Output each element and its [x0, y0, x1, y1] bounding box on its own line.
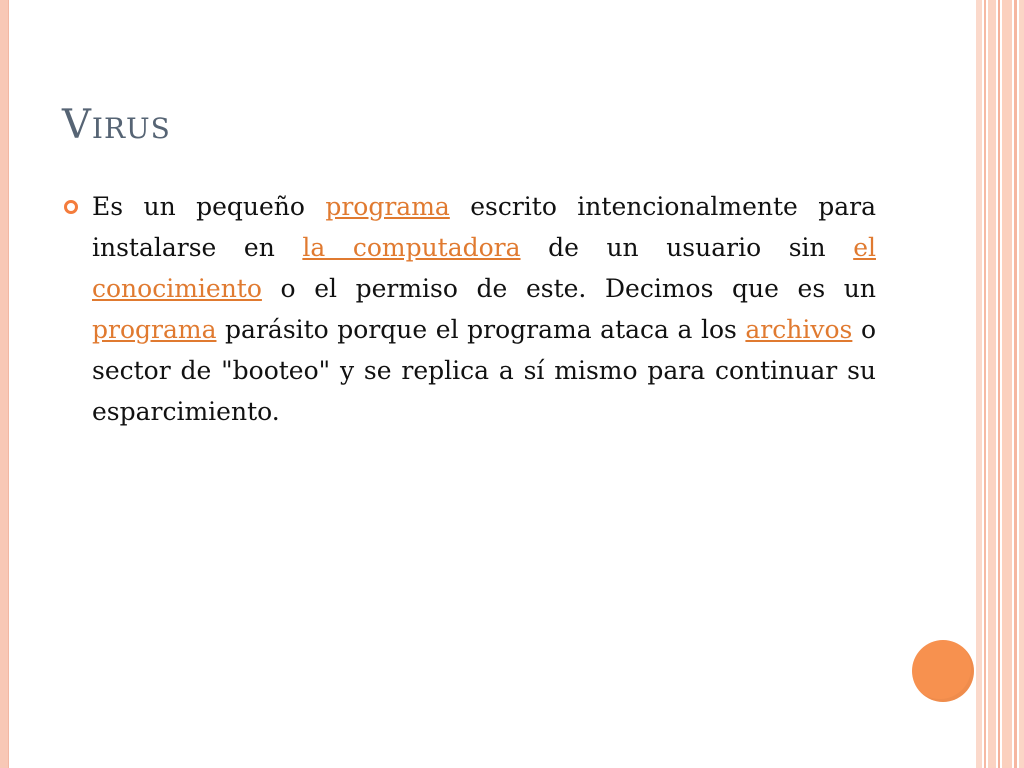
body-text-segment: o el permiso de este. Decimos que es un — [261, 274, 876, 303]
hyperlink-la-computadora[interactable]: la computadora — [302, 233, 521, 262]
hyperlink-archivos[interactable]: archivos — [745, 315, 853, 344]
body-text-segment: Es un pequeño — [92, 192, 326, 221]
slide-title: Virus — [62, 102, 171, 148]
hyperlink-el-conocimiento[interactable]: el conocimiento — [92, 233, 876, 303]
hyperlink-programa[interactable]: programa — [325, 192, 450, 221]
body-text-segment: de un usuario sin — [520, 233, 854, 262]
hyperlink-programa[interactable]: programa — [92, 315, 217, 344]
right-stripe-decoration — [976, 0, 1024, 768]
bullet-icon — [64, 200, 78, 214]
left-frame-line — [8, 0, 9, 768]
orange-circle-decoration — [912, 640, 974, 702]
body-text-segment: escrito intencionalmente para instalarse en — [92, 192, 876, 262]
body-text-segment: o sector de "booteo" y se replica a sí mismo para continuar su esparcimiento. — [92, 315, 876, 426]
slide-body-text — [92, 186, 876, 432]
left-frame-border — [0, 0, 8, 768]
body-text-segment: parásito porque el programa ataca a los — [216, 315, 746, 344]
